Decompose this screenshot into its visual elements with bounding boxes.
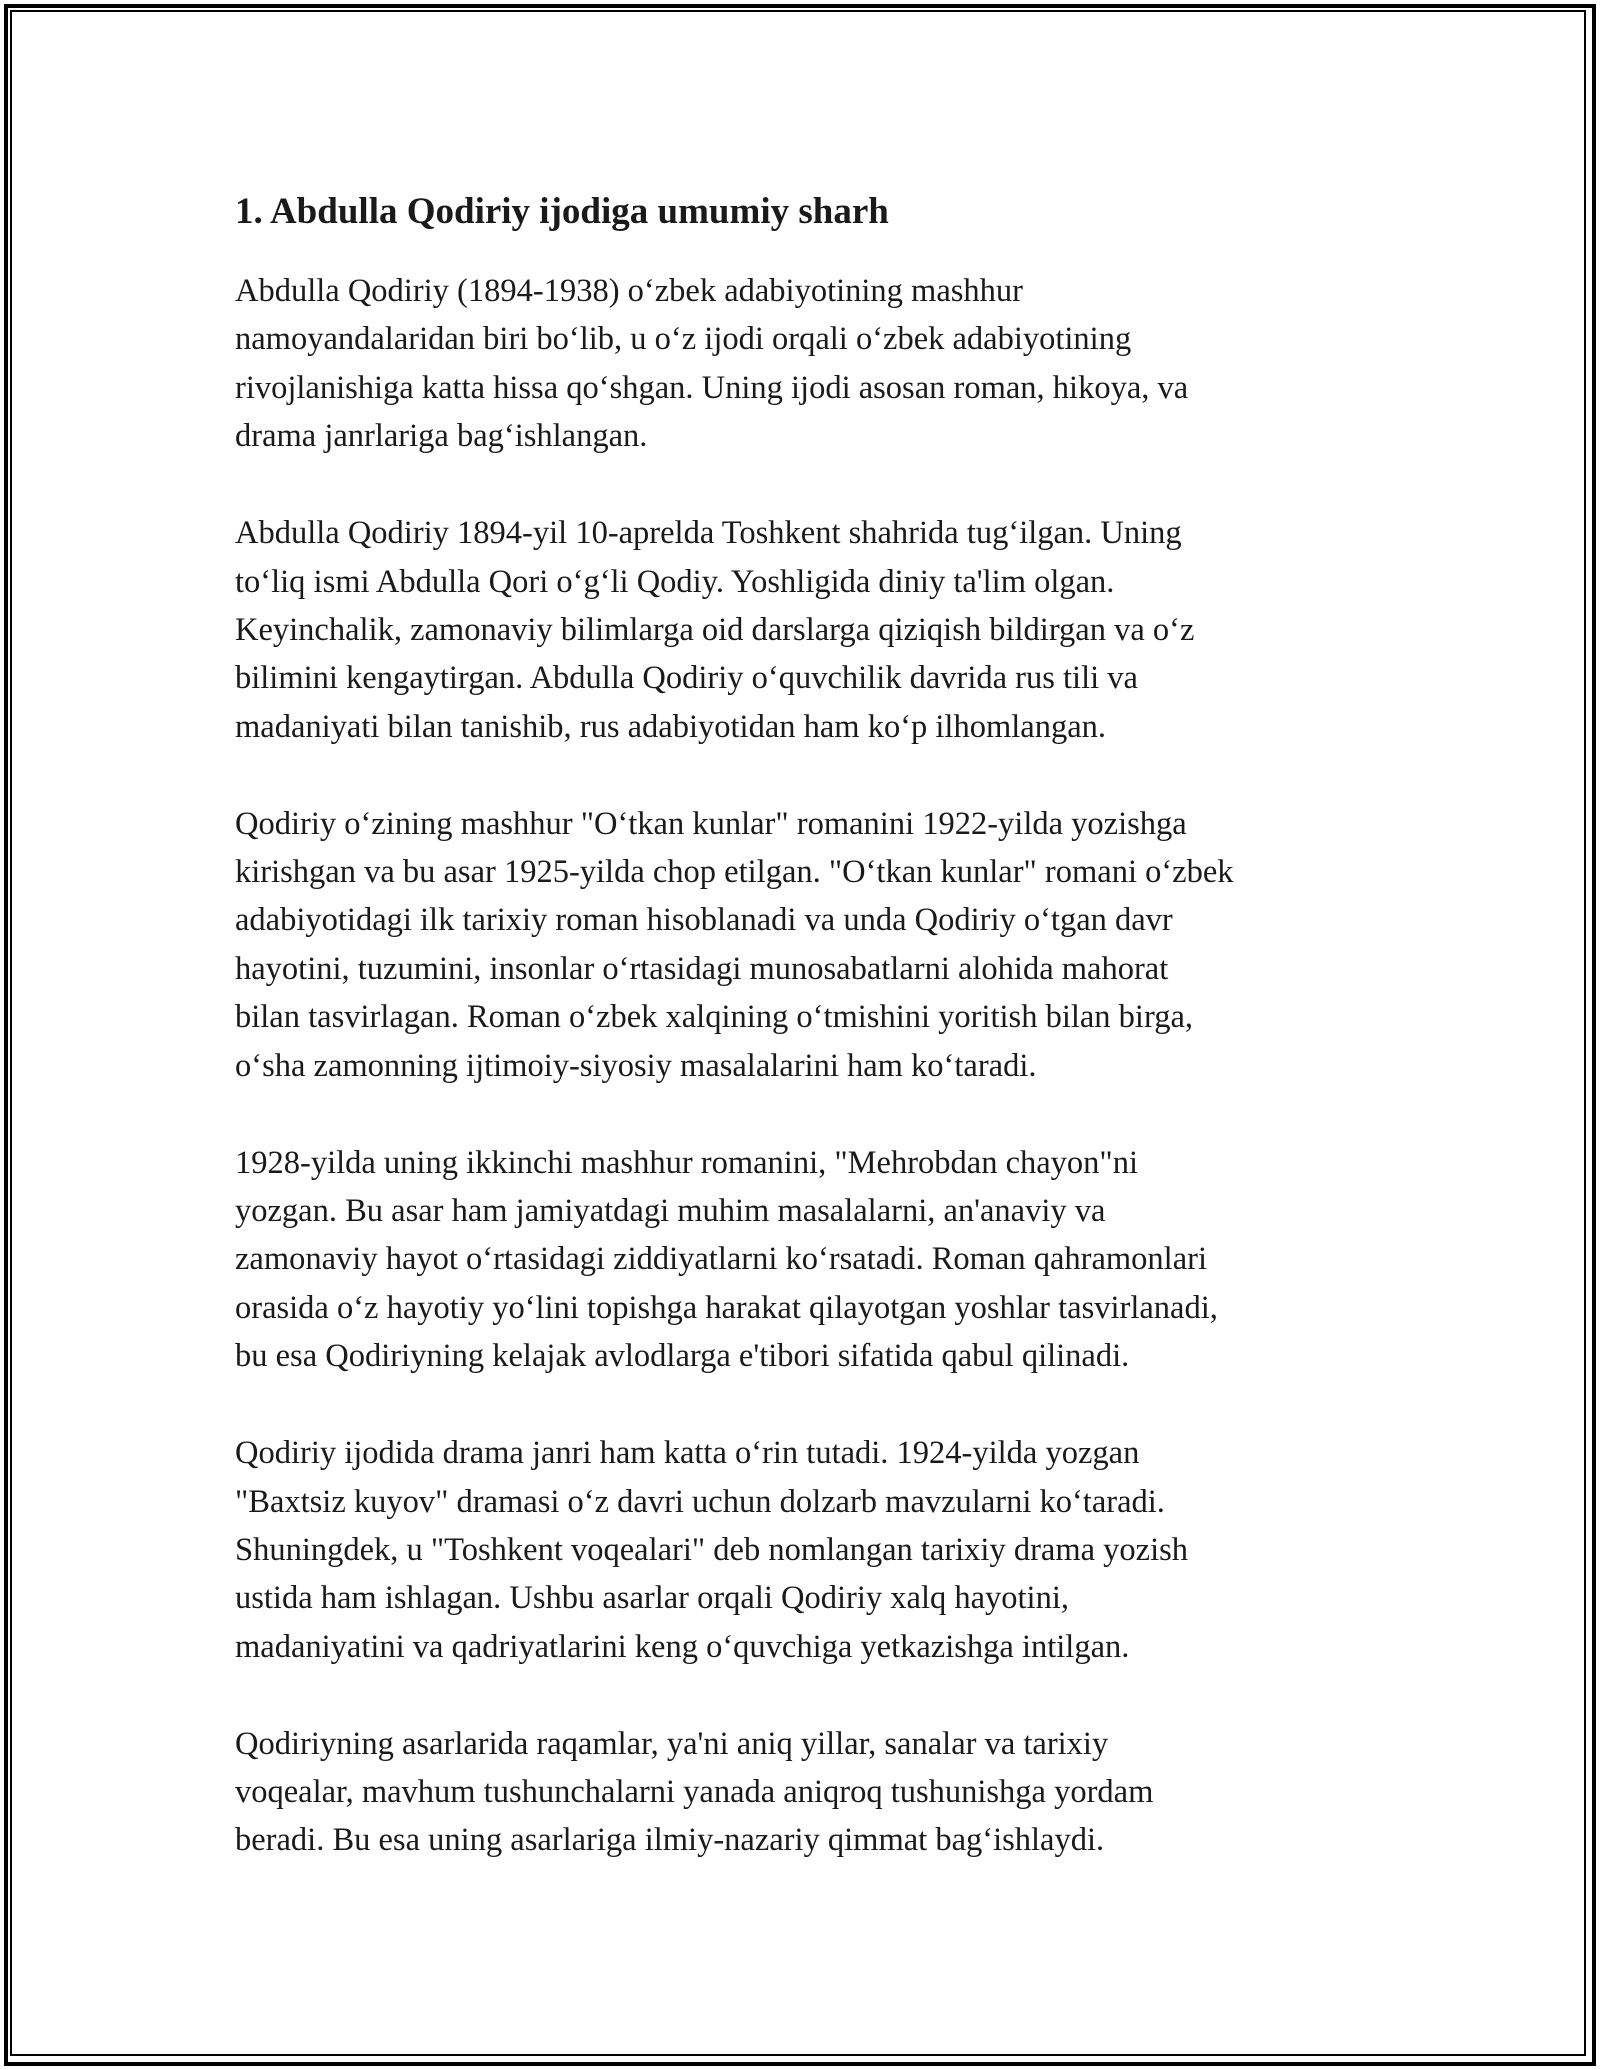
paragraph-line: voqealar, mavhum tushunchalarni yanada aniqroq tushunishga yordam (235, 1774, 1154, 1811)
paragraph-line: Keyinchalik, zamonaviy bilimlarga oid darslarga qiziqish bildirgan va o‘z (235, 611, 1195, 648)
paragraph-line: rivojlanishiga katta hissa qo‘shgan. Uning ijodi asosan roman, hikoya, va (235, 369, 1189, 406)
paragraph-line: namoyandalaridan biri bo‘lib, u o‘z ijodi orqali o‘zbek adabiyotining (235, 321, 1132, 358)
paragraph (235, 509, 1385, 751)
paragraph-line: Abdulla Qodiriy (1894-1938) o‘zbek adabiyotining mashhur (235, 273, 1023, 309)
paragraph-line: "Baxtsiz kuyov" dramasi o‘z davri uchun dolzarb mavzularni ko‘taradi. (235, 1483, 1165, 1520)
paragraph-line: Qodiriy ijodida drama janri ham katta o‘rin tutadi. 1924-yilda yozgan (235, 1435, 1140, 1472)
paragraph-line: bu esa Qodiriyning kelajak avlodlarga e'tibori sifatida qabul qilinadi. (235, 1338, 1130, 1375)
paragraph (235, 267, 1385, 461)
paragraph-line: kirishgan va bu asar 1925-yilda chop etilgan. "O‘tkan kunlar" romani o‘zbek (235, 854, 1234, 891)
paragraph-line: Shuningdek, u "Toshkent voqealari" deb nomlangan tarixiy drama yozish (235, 1531, 1189, 1568)
paragraph-line: madaniyatini va qadriyatlarini keng o‘quvchiga yetkazishga intilgan. (235, 1628, 1130, 1665)
paragraph (235, 1720, 1385, 1865)
paragraph-line: yozgan. Bu asar ham jamiyatdagi muhim masalalarni, an'anaviy va (235, 1193, 1106, 1229)
paragraph-line: madaniyati bilan tanishib, rus adabiyotidan ham ko‘p ilhomlangan. (235, 708, 1106, 745)
paragraph-line: Qodiriyning asarlarida raqamlar, ya'ni aniq yillar, sanalar va tarixiy (235, 1725, 1109, 1762)
paragraph-line: orasida o‘z hayotiy yo‘lini topishga harakat qilayotgan yoshlar tasvirlanadi, (235, 1289, 1218, 1326)
paragraph-line: hayotini, tuzumini, insonlar o‘rtasidagi munosabatlarni alohida mahorat (235, 950, 1169, 987)
paragraph-line: beradi. Bu esa uning asarlariga ilmiy-nazariy qimmat bag‘ishlaydi. (235, 1822, 1105, 1859)
paragraph-line: o‘sha zamonning ijtimoiy-siyosiy masalalarini ham ko‘taradi. (235, 1047, 1037, 1084)
paragraph-line: 1928-yilda uning ikkinchi mashhur romanini, "Mehrobdan chayon"ni (235, 1144, 1138, 1181)
paragraph-line: Qodiriy o‘zining mashhur "O‘tkan kunlar" romanini 1922-yilda yozishga (235, 805, 1187, 842)
paragraph-line: ustida ham ishlagan. Ushbu asarlar orqali Qodiriy xalq hayotini, (235, 1580, 1069, 1617)
paragraph-line: to‘liq ismi Abdulla Qori o‘g‘li Qodiy. Yoshligida diniy ta'lim olgan. (235, 563, 1115, 600)
paragraph-line: bilimini kengaytirgan. Abdulla Qodiriy o‘quvchilik davrida rus tili va (235, 660, 1138, 697)
paragraph (235, 800, 1385, 1090)
document-page (235, 184, 1385, 1865)
paragraph-line: bilan tasvirlagan. Roman o‘zbek xalqining o‘tmishini yoritish bilan birga, (235, 999, 1193, 1036)
paragraph-line: zamonaviy hayot o‘rtasidagi ziddiyatlarni ko‘rsatadi. Roman qahramonlari (235, 1241, 1207, 1278)
paragraph-line: Abdulla Qodiriy 1894-yil 10-aprelda Toshkent shahrida tug‘ilgan. Uning (235, 515, 1182, 552)
paragraph-line: drama janrlariga bag‘ishlangan. (235, 418, 648, 455)
document-body (235, 267, 1385, 1865)
paragraph-line: adabiyotidagi ilk tarixiy roman hisoblanadi va unda Qodiriy o‘tgan davr (235, 902, 1173, 939)
paragraph (235, 1139, 1385, 1381)
section-heading: 1. Abdulla Qodiriy ijodiga umumiy sharh (235, 191, 889, 232)
paragraph (235, 1429, 1385, 1671)
